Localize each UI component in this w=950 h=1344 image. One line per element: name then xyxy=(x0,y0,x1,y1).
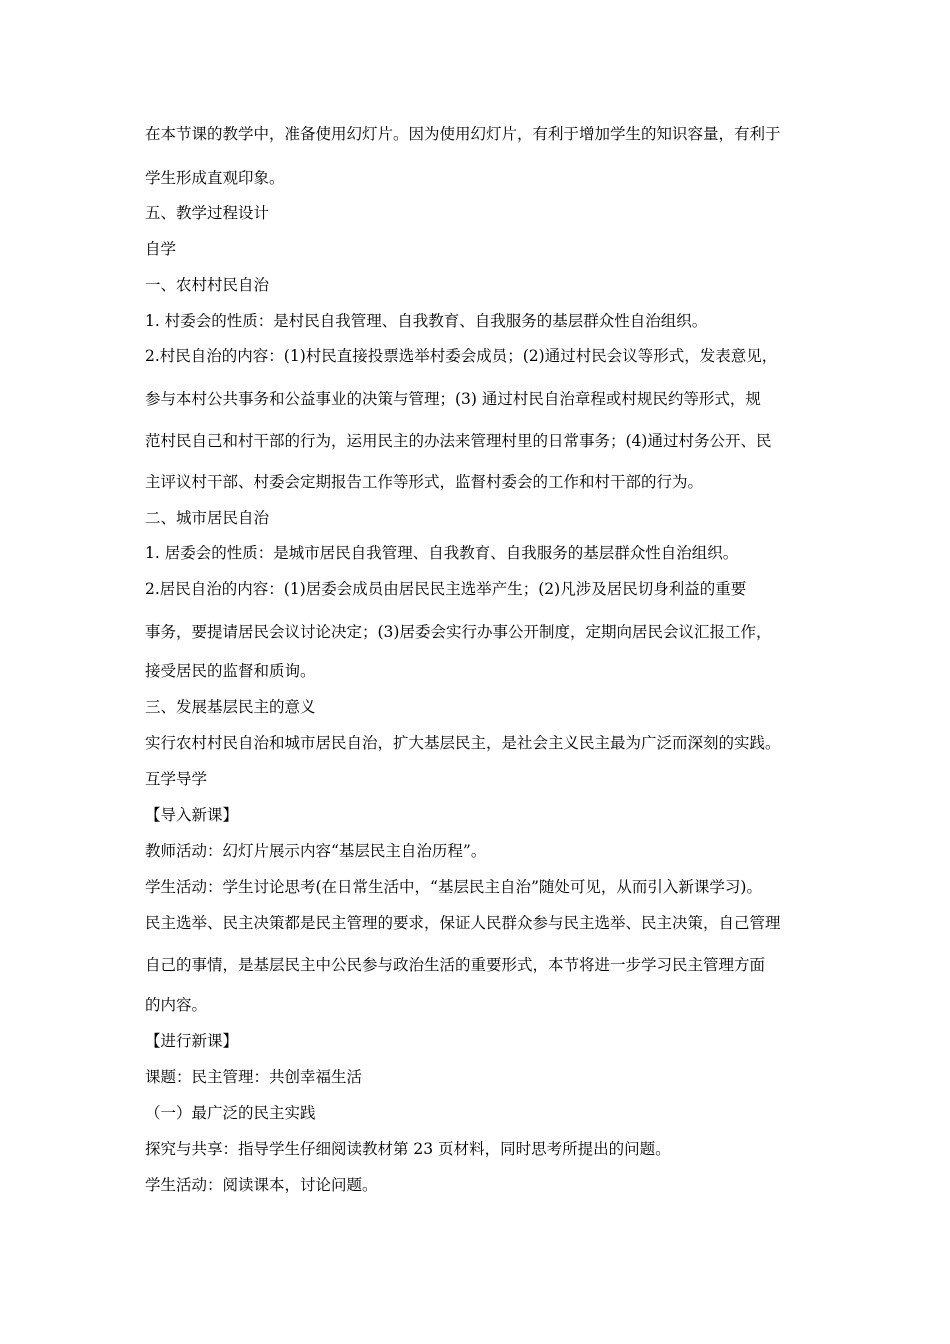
text-line: 学生活动：阅读课本，讨论问题。 xyxy=(145,1176,378,1194)
text-line: 参与本村公共事务和公益事业的决策与管理；(3) 通过村民自治章程或村规民约等形式，规 xyxy=(145,390,761,408)
section-heading: 三、发展基层民主的意义 xyxy=(145,698,316,716)
text-line: 课题：民主管理：共创幸福生活 xyxy=(145,1068,363,1086)
text-line: 在本节课的教学中，准备使用幻灯片。因为使用幻灯片，有利于增加学生的知识容量，有利于 xyxy=(145,125,781,143)
subheading: （一）最广泛的民主实践 xyxy=(145,1104,316,1122)
text-line: 主评议村干部、村委会定期报告工作等形式，监督村委会的工作和村干部的行为。 xyxy=(145,473,704,491)
text-line: 民主选举、民主决策都是民主管理的要求，保证人民群众参与民主选举、民主决策，自己管理 xyxy=(145,914,781,932)
section-heading: 二、城市居民自治 xyxy=(145,509,270,527)
text-line: 实行农村村民自治和城市居民自治，扩大基层民主，是社会主义民主最为广泛而深刻的实践。 xyxy=(145,734,781,752)
section-heading: 一、农村村民自治 xyxy=(145,276,270,294)
text-line: 2.村民自治的内容：(1)村民直接投票选举村委会成员；(2)通过村民会议等形式，发表意见， xyxy=(145,347,778,365)
text-line: 学生活动：学生讨论思考(在日常生活中，“基层民主自治”随处可见，从而引入新课学习)。 xyxy=(145,878,762,896)
text-line: 接受居民的监督和质询。 xyxy=(145,662,316,680)
text-line: 自己的事情，是基层民主中公民参与政治生活的重要形式，本节将进一步学习民主管理方面 xyxy=(145,956,766,974)
subheading: 自学 xyxy=(145,240,177,258)
text-line: 教师活动：幻灯片展示内容“基层民主自治历程”。 xyxy=(145,842,487,860)
text-line: 1. 居委会的性质：是城市居民自我管理、自我教育、自我服务的基层群众性自治组织。 xyxy=(145,544,739,562)
text-line: 学生形成直观印象。 xyxy=(145,169,285,187)
text-line: 范村民自己和村干部的行为，运用民主的办法来管理村里的日常事务；(4)通过村务公开、民 xyxy=(145,432,772,450)
section-heading: 五、教学过程设计 xyxy=(145,204,270,222)
text-line: 的内容。 xyxy=(145,996,208,1014)
text-line: 探究与共享：指导学生仔细阅读教材第 23 页材料，同时思考所提出的问题。 xyxy=(145,1140,671,1158)
subheading: 【进行新课】 xyxy=(145,1032,239,1050)
subheading: 互学导学 xyxy=(145,770,208,788)
text-line: 1. 村委会的性质：是村民自我管理、自我教育、自我服务的基层群众性自治组织。 xyxy=(145,312,708,330)
text-line: 事务，要提请居民会议讨论决定；(3)居委会实行办事公开制度，定期向居民会议汇报工作， xyxy=(145,623,772,641)
subheading: 【导入新课】 xyxy=(145,806,239,824)
text-line: 2.居民自治的内容：(1)居委会成员由居民民主选举产生；(2)凡涉及居民切身利益的重要 xyxy=(145,580,747,598)
